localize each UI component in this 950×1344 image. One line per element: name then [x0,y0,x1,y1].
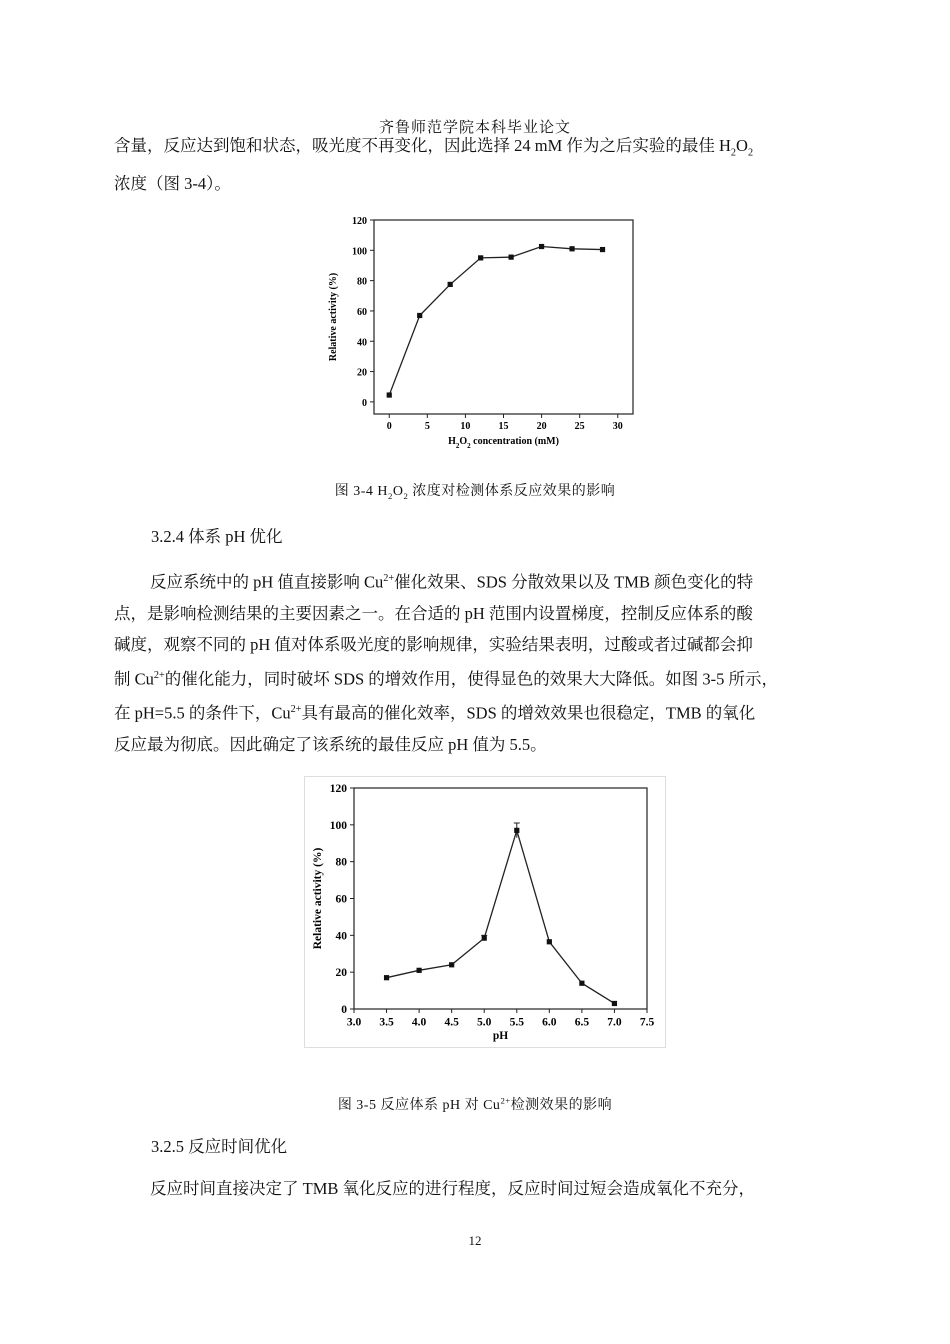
y-tick-label: 0 [341,1004,347,1016]
data-point [384,975,389,980]
data-point [600,247,605,252]
x-axis-label-part: H [448,436,456,447]
h2o2-concentration-chart [320,208,640,453]
caption-text: 图 3-5 反应体系 pH 对 Cu [337,1098,501,1113]
x-tick-label: 4.0 [411,1016,427,1029]
x-tick-label: 5.5 [509,1016,524,1029]
caption-text: 图 3-4 H [334,484,388,499]
page-number: 12 [468,1233,482,1248]
paragraph-line: 浓度（图 3-4）。 [114,174,231,194]
text-run: 含量，反应达到饱和状态，吸光度不再变化，因此选择 24 mM 作为之后实验的最佳 H [114,136,731,155]
y-tick-label: 60 [357,306,367,318]
y-tick-label: 120 [329,783,347,795]
data-point [612,1001,617,1006]
figure-caption-3-5 [0,1094,950,1114]
x-axis-label [448,436,559,450]
data-point [478,255,483,260]
text-run: O [736,136,748,155]
data-point [539,244,544,249]
x-tick-label: 0 [386,421,392,432]
text-run: 反应系统中的 pH 值直接影响 Cu [150,572,384,592]
x-tick-label: 5 [424,421,430,432]
x-tick-label: 3.5 [379,1016,394,1029]
paragraph-line [114,563,860,598]
running-header: 齐鲁师范学院本科毕业论文 [378,120,571,136]
paragraph-line: 反应最为彻底。因此确定了该系统的最佳反应 pH 值为 5.5。 [114,734,547,754]
plot-area-frame [354,788,647,1009]
series-line [389,247,602,396]
data-point [417,968,422,973]
y-tick-label: 120 [352,216,367,227]
x-tick-label: 20 [536,421,547,432]
x-axis-label-part: O [459,436,468,447]
y-tick-label: 60 [335,893,347,906]
y-tick-label: 0 [362,397,367,409]
paragraph-reaction-time [114,1173,860,1204]
data-point [417,313,422,318]
x-axis-label: pH [492,1030,509,1042]
data-point [482,935,487,940]
text-run: 在 pH=5.5 的条件下，Cu [114,703,291,723]
data-point [514,828,519,833]
y-axis-label: Relative activity (%) [312,847,324,950]
subscript: 2 [747,147,754,159]
x-tick-label: 10 [460,421,471,432]
x-tick-label: 30 [612,421,623,432]
paragraph-line: 反应时间直接决定了 TMB 氧化反应的进行程度，反应时间过短会造成氧化不充分， [150,1179,756,1198]
subscript: 2 [403,490,409,501]
paragraph-line [114,130,860,168]
x-tick-label: 6.0 [542,1016,557,1029]
superscript: 2+ [500,1095,511,1106]
x-axis-label-subscript: 2 [455,442,460,450]
x-tick-label: 15 [498,421,509,432]
x-tick-label: 25 [574,421,585,432]
data-point [579,981,584,986]
figure-caption-3-4 [0,480,950,501]
x-tick-label: 4.5 [444,1016,459,1029]
x-tick-label: 6.5 [574,1016,590,1029]
subscript: 2 [730,147,737,159]
superscript: 2+ [290,704,302,715]
x-tick-label: 7.5 [639,1016,655,1029]
y-tick-label: 20 [357,367,367,379]
data-point [509,255,514,260]
data-point [449,962,454,967]
paragraph-line [114,660,860,695]
superscript: 2+ [383,573,395,584]
text-run: 制 Cu [114,669,154,688]
paragraph-ph-optimization [114,563,860,760]
x-tick-label: 7.0 [607,1016,622,1029]
x-tick-label: 3.0 [346,1016,362,1029]
text-run: 催化效果、SDS 分散效果以及 TMB 颜色变化的特 [394,572,754,592]
y-tick-label: 80 [357,276,367,288]
data-point [569,246,574,251]
caption-text: O [392,484,404,499]
x-axis-label-part: concentration (mM) [470,436,559,447]
y-tick-label: 80 [335,856,347,869]
superscript: 2+ [153,669,165,681]
y-tick-label: 40 [357,337,367,349]
section-heading-3-2-4: 3.2.4 体系 pH 优化 [151,527,283,546]
caption-text: 检测效果的影响 [510,1098,613,1113]
subscript: 2 [387,490,393,501]
text-run: 具有最高的催化效率，SDS 的增效效果也很稳定，TMB 的氧化 [301,703,756,723]
y-tick-label: 100 [352,246,367,258]
text-run: 的催化能力，同时破坏 SDS 的增效作用，使得显色的效果大大降低。如图 3-5 所示， [164,669,779,688]
section-heading-3-2-5: 3.2.5 反应时间优化 [151,1137,288,1156]
ph-chart [304,776,666,1048]
series-line [387,830,615,1003]
paragraph-line [114,694,860,729]
paragraph-line: 点，是影响检测结果的主要因素之一。在合适的 pH 范围内设置梯度，控制反应体系的酸 [114,603,753,623]
data-point [387,392,392,397]
figure-frame [305,777,666,1048]
y-tick-label: 100 [329,819,347,832]
x-tick-label: 5.0 [477,1016,492,1029]
y-tick-label: 40 [335,930,347,943]
paragraph-h2o2-conclusion [114,130,860,199]
paragraph-line: 碱度，观察不同的 pH 值对体系吸光度的影响规律，实验结果表明，过酸或者过碱都会抑 [114,634,753,654]
y-tick-label: 20 [335,967,347,980]
data-point [448,282,453,287]
y-axis-label: Relative activity (%) [328,272,339,362]
caption-text: 浓度对检测体系反应效果的影响 [408,484,616,499]
x-axis-label-subscript: 2 [467,442,471,450]
data-point [547,939,552,944]
